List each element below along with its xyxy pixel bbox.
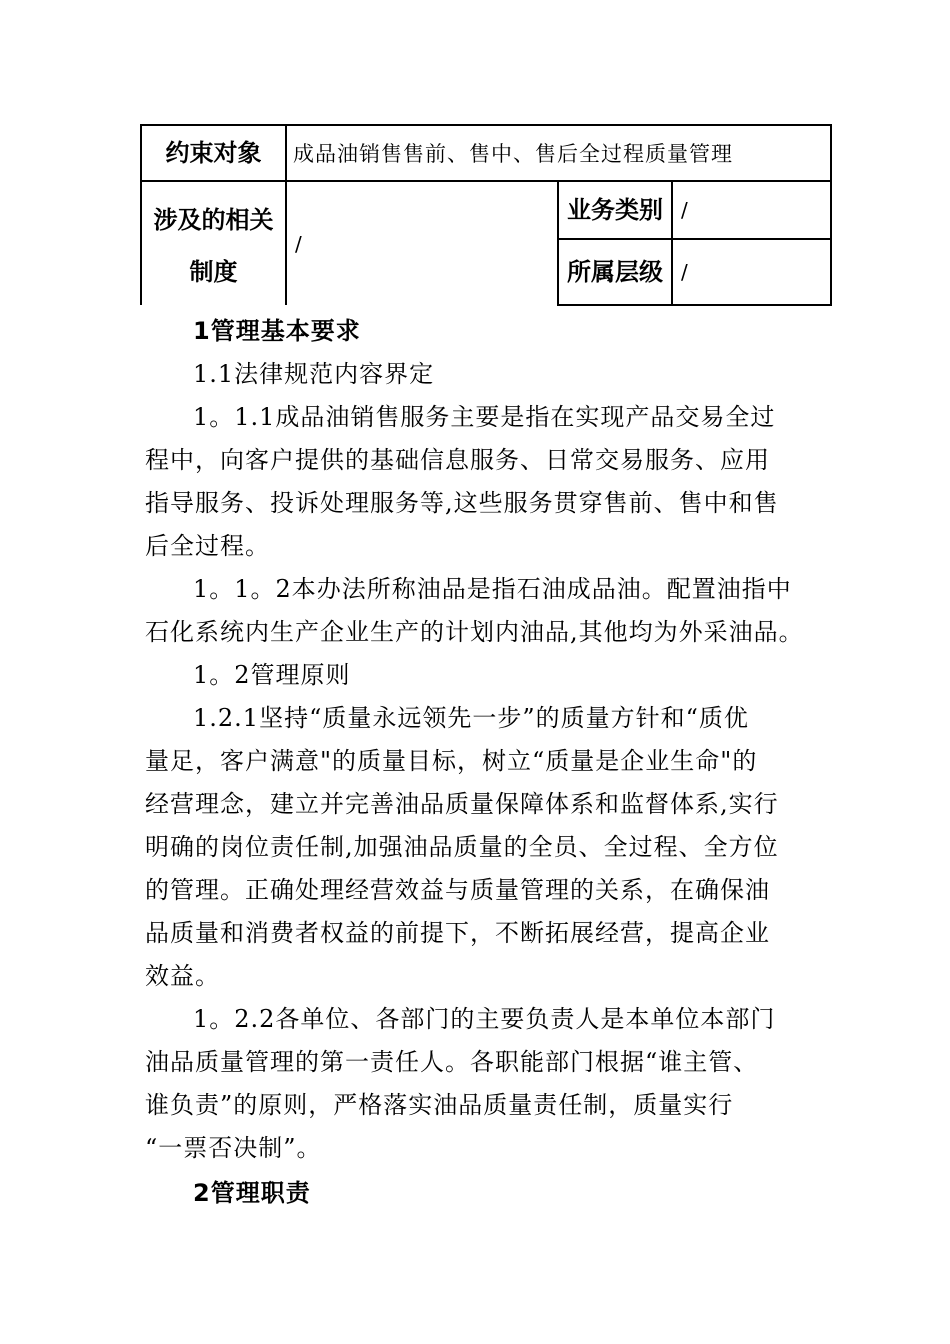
paragraph-line: 经营理念，建立并完善油品质量保障体系和监督体系,实行 [145,790,779,818]
paragraph-line: 后全过程。 [145,532,270,560]
section-heading: 1管理基本要求 [193,317,361,345]
paragraph-line: 1。2.2各单位、各部门的主要负责人是本单位本部门 [193,1005,776,1033]
paragraph-line: 程中，向客户提供的基础信息服务、日常交易服务、应用 [145,446,770,474]
paragraph-line: 谁负责”的原则，严格落实油品质量责任制，质量实行 [145,1091,734,1119]
related-rules-value: / [286,181,558,305]
paragraph-line: 效益。 [145,962,220,990]
paragraph-line: 1。1.1成品油销售服务主要是指在实现产品交易全过 [193,403,776,431]
business-category-label: 业务类别 [558,181,672,239]
subsection-heading: 1.1法律规范内容界定 [193,360,435,388]
paragraph-line: 量足，客户满意"的质量目标，树立“质量是企业生命"的 [145,747,758,775]
paragraph-line: 的管理。正确处理经营效益与质量管理的关系，在确保油 [145,876,770,904]
header-table [140,124,832,306]
paragraph-line: 明确的岗位责任制,加强油品质量的全员、全过程、全方位 [145,833,779,861]
business-category-value: / [672,181,831,239]
related-rules-label-line2: 制度 [189,257,238,286]
related-rules-label [141,181,286,305]
level-label: 所属层级 [558,239,672,305]
level-value: / [672,239,831,305]
constraint-label: 约束对象 [141,125,286,181]
paragraph-line: 石化系统内生产企业生产的计划内油品,其他均为外采油品。 [145,618,804,646]
paragraph-line: 指导服务、投诉处理服务等,这些服务贯穿售前、售中和售 [145,489,779,517]
section-heading: 2管理职责 [193,1179,311,1207]
paragraph-line: 1.2.1坚持“质量永远领先一步”的质量方针和“质优 [193,704,749,732]
constraint-value: 成品油销售售前、售中、售后全过程质量管理 [286,125,831,181]
paragraph-line: 1。1。2本办法所称油品是指石油成品油。配置油指中 [193,575,792,603]
paragraph-line: 品质量和消费者权益的前提下，不断拓展经营，提高企业 [145,919,770,947]
paragraph-line: 油品质量管理的第一责任人。各职能部门根据“谁主管、 [145,1048,759,1076]
paragraph-line: “一票否决制”。 [145,1134,322,1162]
related-rules-label-line1: 涉及的相关 [153,205,274,234]
subsection-heading: 1。2管理原则 [193,661,351,689]
